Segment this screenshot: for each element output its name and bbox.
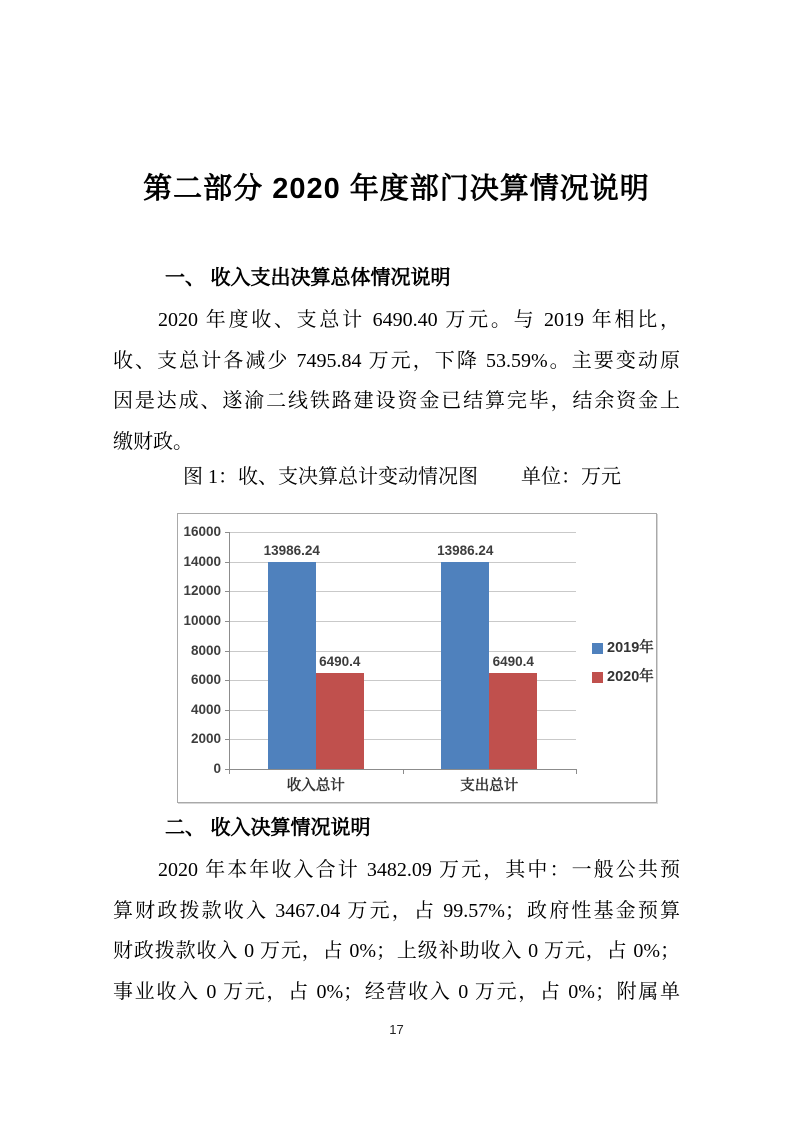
body-line: 收、支总计各减少 7495.84 万元，下降 53.59%。主要变动原 — [113, 349, 680, 372]
category-label: 收入总计 — [286, 778, 345, 794]
body-line: 事业收入 0 万元，占 0%；经营收入 0 万元，占 0%；附属单 — [113, 980, 680, 1003]
legend-label-2020年: 2020年 — [607, 669, 654, 685]
bar-2020年-收入总计 — [316, 673, 364, 769]
y-axis-tick-label: 10000 — [183, 612, 221, 628]
body-line: 算财政拨款收入 3467.04 万元，占 99.57%；政府性基金预算 — [113, 899, 680, 922]
page-number: 17 — [389, 1022, 404, 1037]
body-line: 因是达成、遂渝二线铁路建设资金已结算完毕，结余资金上 — [113, 390, 680, 412]
figure-caption-text: 图 1：收、支决算总计变动情况图 — [183, 466, 478, 488]
bar-2020年-支出总计 — [489, 673, 537, 769]
category-label: 支出总计 — [460, 778, 519, 794]
bar-value-label: 13986.24 — [263, 542, 320, 558]
legend-label-2019年: 2019年 — [607, 640, 654, 656]
y-axis-tick-label: 0 — [213, 761, 221, 776]
y-axis-tick-label: 12000 — [183, 583, 221, 599]
legend-swatch-2020年 — [592, 672, 603, 683]
bar-chart — [177, 513, 657, 803]
section2-heading: 二、 收入决算情况说明 — [165, 817, 371, 839]
x-axis-tick — [403, 769, 404, 774]
legend-swatch-2019年 — [592, 643, 603, 654]
section1-paragraph — [113, 300, 680, 462]
x-axis-tick — [576, 769, 577, 774]
body-line: 2020 年本年收入合计 3482.09 万元，其中：一般公共预 — [158, 859, 680, 881]
y-axis-tick-label: 2000 — [190, 731, 221, 747]
y-axis-tick-label: 14000 — [183, 553, 221, 569]
x-axis-tick — [229, 769, 230, 774]
chart-gridline — [229, 532, 576, 533]
section2-paragraph — [113, 850, 680, 1012]
y-axis-tick-label: 16000 — [183, 524, 221, 539]
y-axis-tick-label: 6000 — [190, 672, 221, 688]
figure-caption — [113, 457, 680, 497]
y-axis-line — [229, 532, 230, 769]
page-title: 第二部分 2020 年度部门决算情况说明 — [143, 173, 650, 205]
body-line: 缴财政。 — [113, 430, 193, 453]
bar-value-label: 6490.4 — [319, 653, 361, 669]
y-axis-tick-label: 8000 — [190, 642, 221, 658]
body-line: 财政拨款收入 0 万元，占 0%；上级补助收入 0 万元，占 0%； — [113, 940, 680, 962]
bar-value-label: 6490.4 — [492, 653, 534, 669]
body-line: 2020 年度收、支总计 6490.40 万元。与 2019 年相比， — [158, 309, 680, 331]
bar-value-label: 13986.24 — [437, 542, 494, 558]
y-axis-tick-label: 4000 — [190, 701, 221, 717]
figure-unit-label: 单位：万元 — [521, 466, 621, 488]
section1-heading: 一、 收入支出决算总体情况说明 — [165, 267, 451, 289]
